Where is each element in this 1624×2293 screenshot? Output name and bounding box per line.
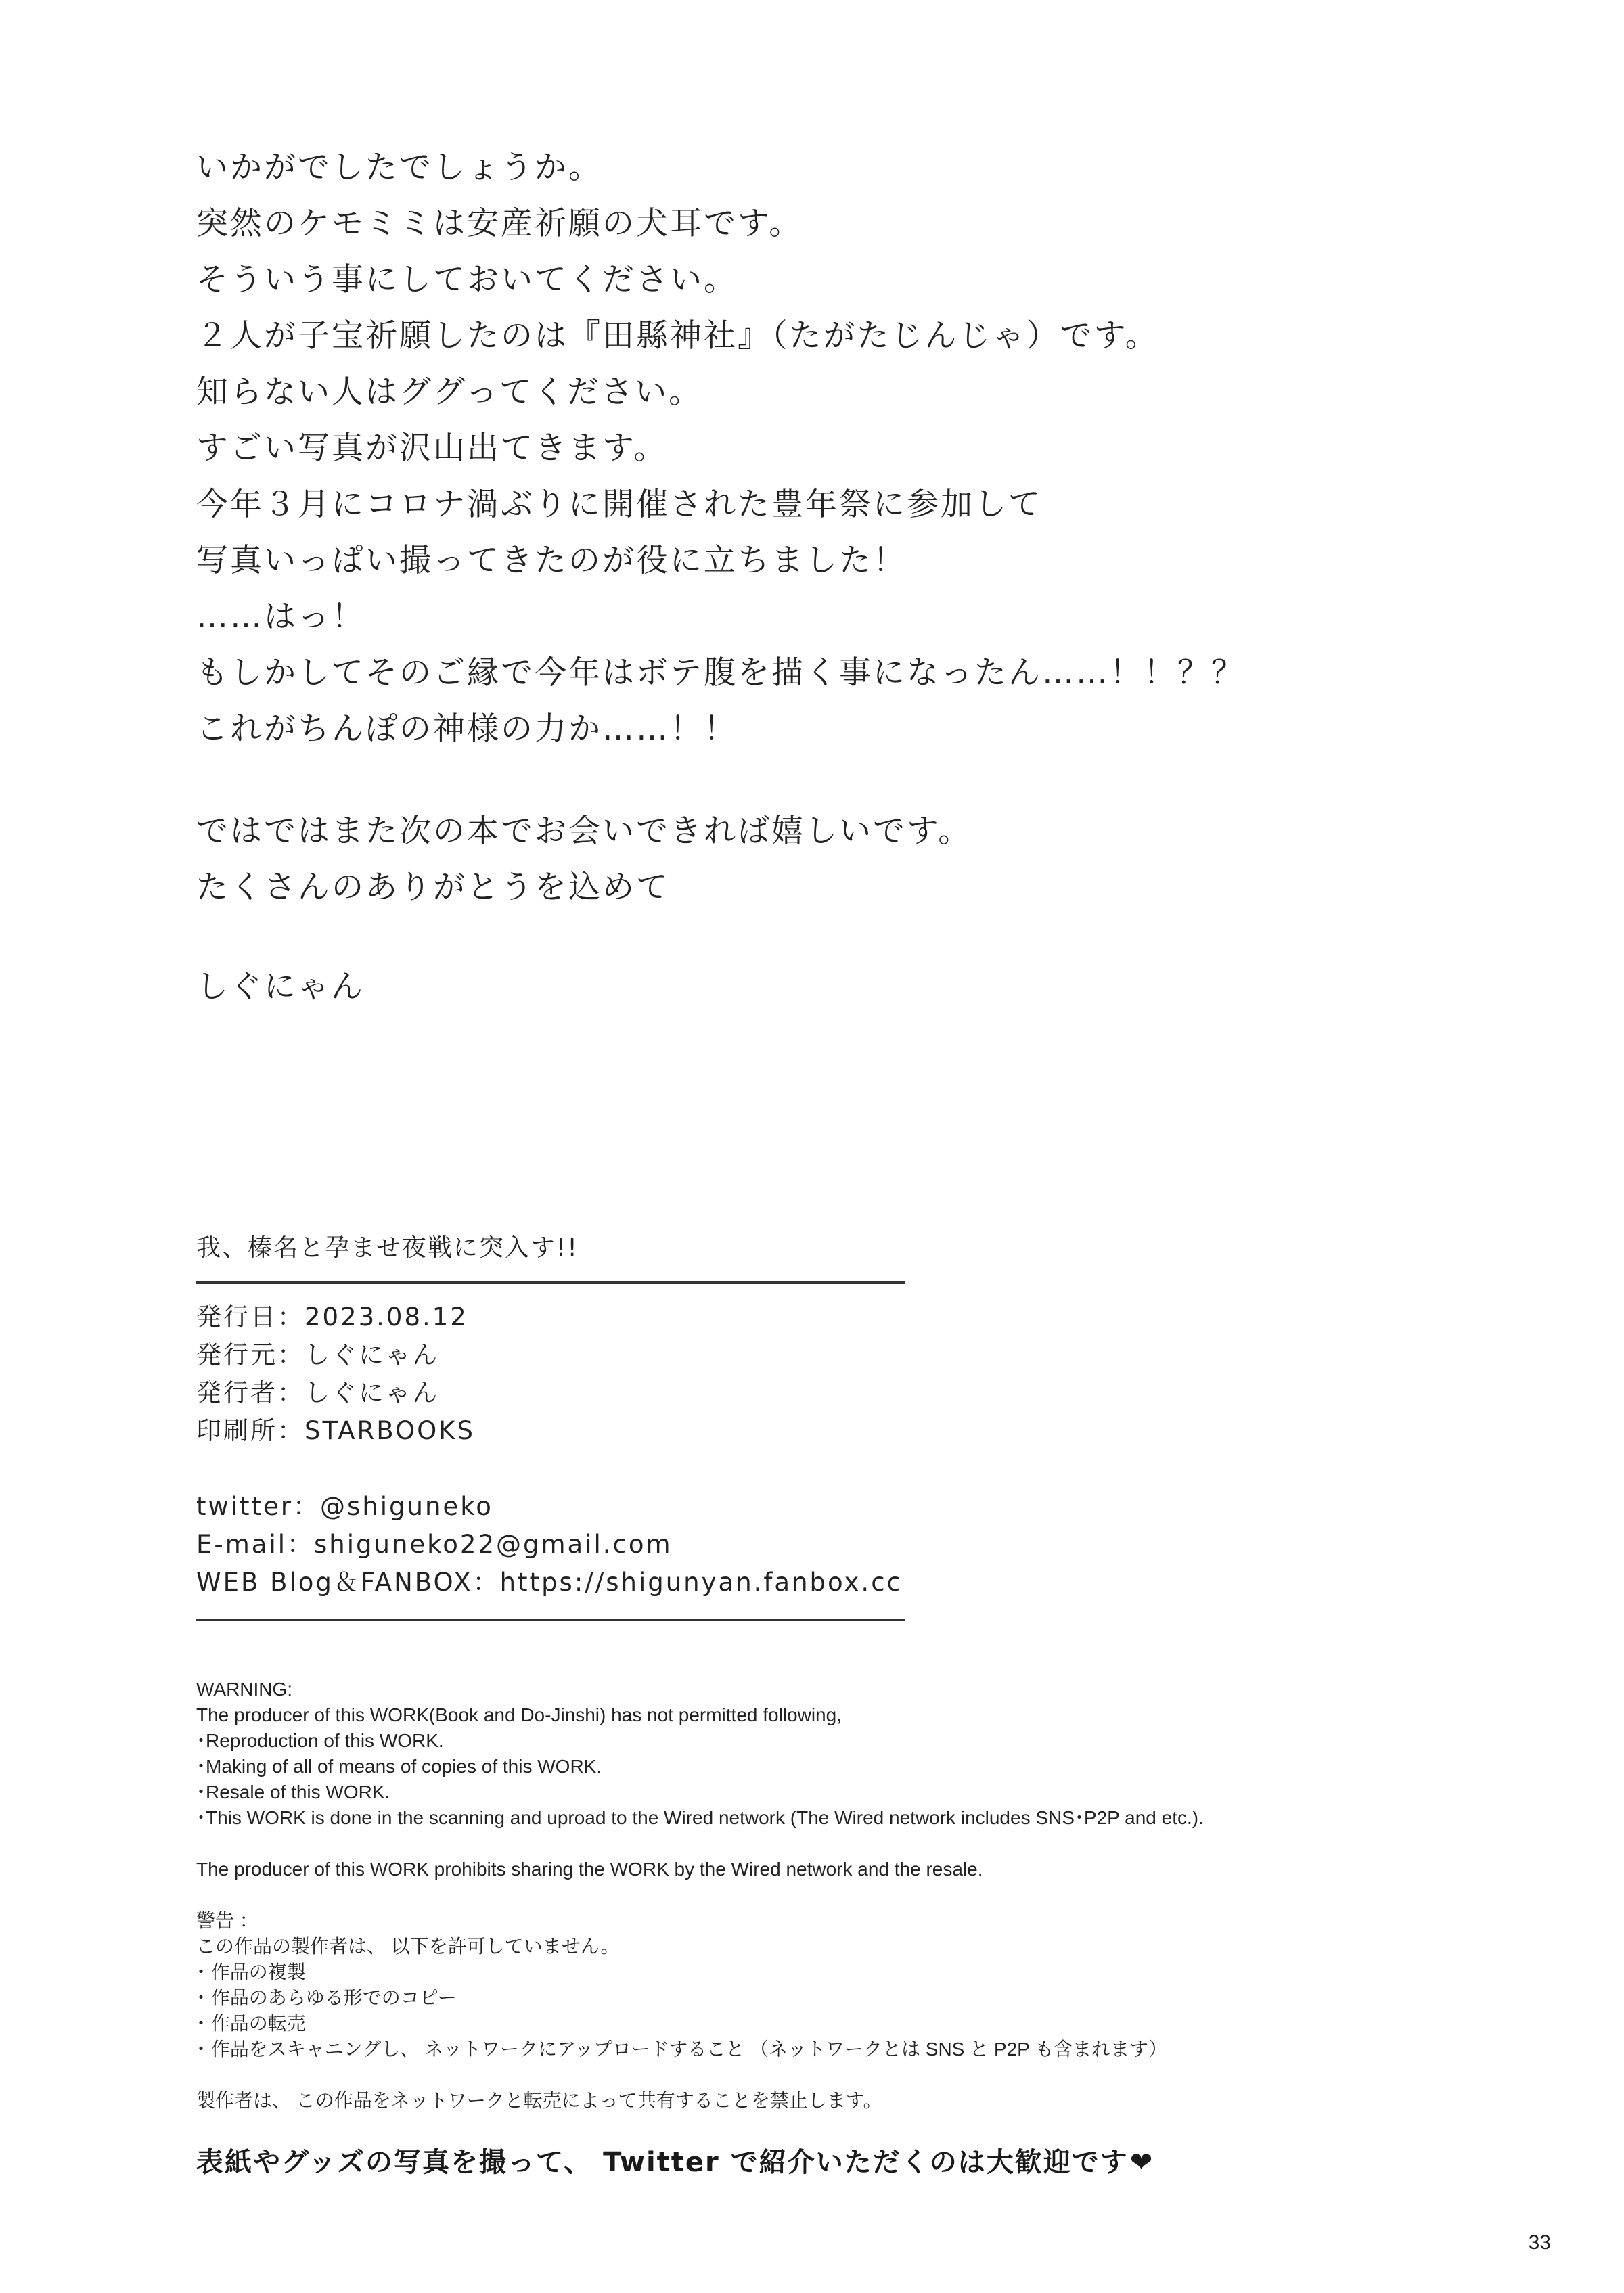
page-number: 33 [1528, 2231, 1551, 2254]
warning-line-en: ･Reproduction of this WORK. [196, 1730, 444, 1751]
warning-line-ja: ･ 作品の転売 [196, 2013, 306, 2034]
warning-line-en: ･This WORK is done in the scanning and uproad to the Wired network (The Wired network includes SNS･P2P and etc.). [196, 1807, 1204, 1828]
afterword-line: 今年３月にコロナ渦ぶりに開催された豊年祭に参加して [196, 486, 1042, 523]
warning-summary-ja: 製作者は、 この作品をネットワークと転売によって共有することを禁止します。 [196, 2090, 882, 2111]
afterword-line: 突然のケモミミは安産祈願の犬耳です。 [196, 205, 803, 242]
afterword-line: そういう事にしておいてください。 [196, 261, 738, 298]
contact-info [196, 1488, 907, 1602]
publish-date: 発行日：2023.08.12 [196, 1302, 468, 1332]
twitter-handle: twitter：@shiguneko [196, 1492, 493, 1521]
afterword-line: 知らない人はググってください。 [196, 373, 703, 411]
copyright-warning [196, 1677, 1516, 2114]
publication-info [196, 1298, 907, 1450]
web-url: WEB Blog＆FANBOX：https://shigunyan.fanbox.cc [196, 1568, 903, 1597]
printer: 印刷所：STARBOOKS [196, 1416, 475, 1445]
closing-line: たくさんのありがとうを込めて [196, 869, 670, 906]
book-title: 我、榛名と孕ませ夜戦に突入す!! [196, 1234, 579, 1262]
closing-line: ではではまた次の本でお会いできれば嬉しいです。 [196, 813, 972, 850]
afterword-line: これがちんぽの神様の力か……！！ [196, 710, 738, 748]
afterword-line: すごい写真が沢山出てきます。 [196, 430, 668, 467]
warning-line-en: ･Resale of this WORK. [196, 1781, 390, 1802]
afterword-line: もしかしてそのご縁で今年はボテ腹を描く事になったん……！！？？ [196, 654, 1245, 691]
warning-summary-en: The producer of this WORK prohibits sharing the WORK by the Wired network and the resale. [196, 1859, 983, 1880]
warning-line-en: WARNING: [196, 1679, 293, 1700]
author-signature: しぐにゃん [196, 968, 365, 1005]
afterword-line: いかがでしたでしょうか。 [196, 149, 602, 186]
heart-icon: ❤ [1129, 2147, 1154, 2178]
issuer: 発行者：しぐにゃん [196, 1378, 440, 1407]
welcome-text: 表紙やグッズの写真を撮って、 Twitter で紹介いただくのは大歓迎です [196, 2147, 1129, 2178]
warning-line-en: ･Making of all of means of copies of this WORK. [196, 1756, 602, 1777]
warning-line-ja: 警告 ： [196, 1910, 258, 1931]
publisher: 発行元：しぐにゃん [196, 1340, 440, 1369]
afterword-line: ……はっ！ [196, 598, 365, 635]
share-welcome-message [196, 2141, 1154, 2179]
afterword-line: ２人が子宝祈願したのは『田縣神社』（たがたじんじゃ）です。 [196, 317, 1159, 355]
colophon-divider-top [196, 1281, 905, 1284]
colophon [196, 1230, 907, 1621]
warning-line-ja: ･ 作品の複製 [196, 1961, 306, 1982]
afterword-line: 写真いっぱい撮ってきたのが役に立ちました！ [196, 542, 907, 579]
warning-line-ja: この作品の製作者は、 以下を許可していません。 [196, 1936, 620, 1957]
warning-line-ja: ･ 作品をスキャニングし、 ネットワークにアップロードすること （ネットワークとは SNS と P2P も含まれます） [196, 2039, 1168, 2060]
warning-line-ja: ･ 作品のあらゆる形でのコピー [196, 1987, 457, 2008]
colophon-divider-bottom [196, 1619, 905, 1621]
afterword [196, 139, 1516, 1015]
warning-line-en: The producer of this WORK(Book and Do-Jinshi) has not permitted following, [196, 1704, 842, 1725]
email-address: E-mail：shiguneko22@gmail.com [196, 1530, 673, 1559]
